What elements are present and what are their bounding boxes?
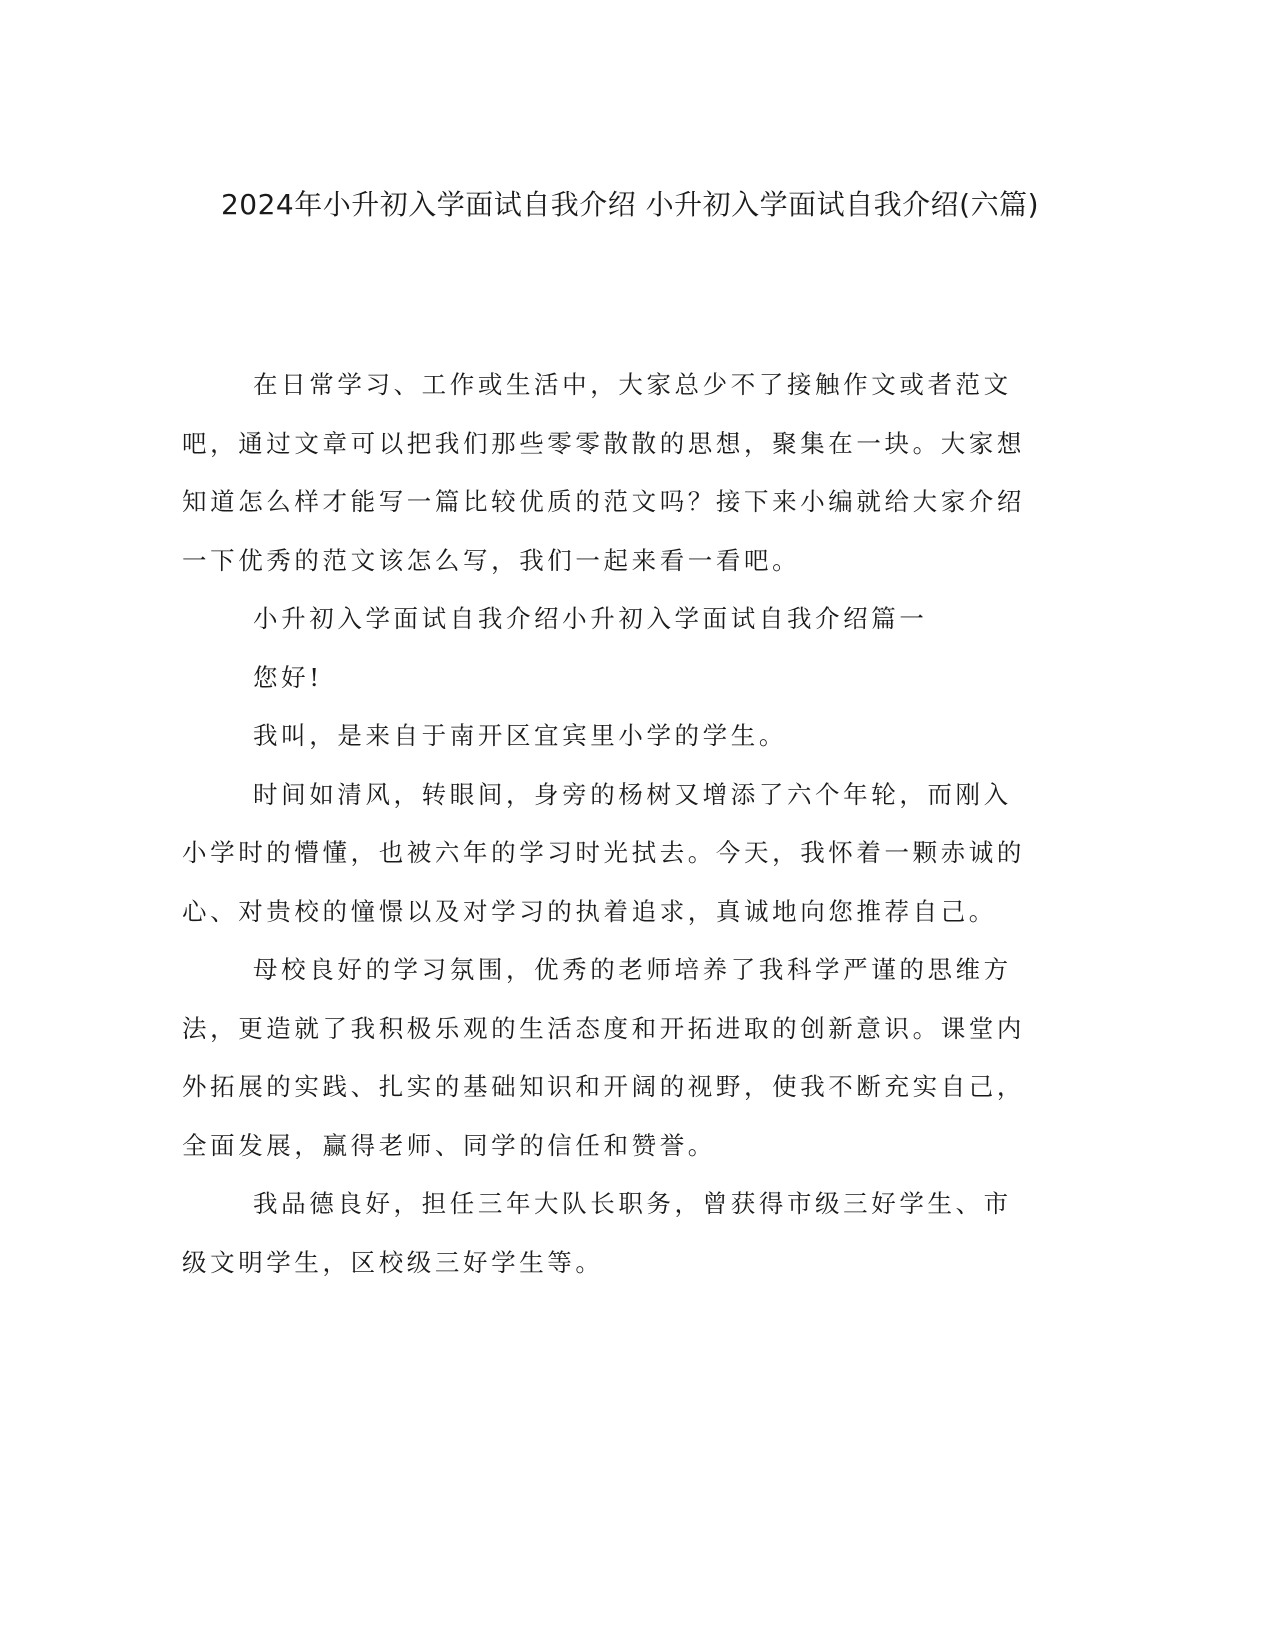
paragraph-intro: 在日常学习、工作或生活中，大家总少不了接触作文或者范文吧，通过文章可以把我们那些零零散散的思想，聚集在一块。大家想知道怎么样才能写一篇比较优质的范文吗？接下来小编就给大家介绍一下优秀的范文该怎么写，我们一起来看一看吧。 bbox=[182, 370, 1025, 575]
paragraph-greeting: 您好! bbox=[253, 662, 323, 692]
paragraph-name: 我叫，是来自于南开区宜宾里小学的学生。 bbox=[253, 721, 787, 750]
paragraph-section-heading: 小升初入学面试自我介绍小升初入学面试自我介绍篇一 bbox=[253, 604, 928, 633]
document-body bbox=[182, 356, 1027, 1292]
paragraph-time: 时间如清风，转眼间，身旁的杨树又增添了六个年轮，而刚入小学时的懵懂，也被六年的学习时光拭去。今天，我怀着一颗赤诚的心、对贵校的憧憬以及对学习的执着追求，真诚地向您推荐自己。 bbox=[182, 779, 1025, 926]
paragraph-school: 母校良好的学习氛围，优秀的老师培养了我科学严谨的思维方法，更造就了我积极乐观的生活态度和开拓进取的创新意识。课堂内外拓展的实践、扎实的基础知识和开阔的视野，使我不断充实自己，全面发展，赢得老师、同学的信任和赞誉。 bbox=[182, 955, 1025, 1160]
paragraph-honors: 我品德良好，担任三年大队长职务，曾获得市级三好学生、市级文明学生，区校级三好学生等。 bbox=[182, 1189, 1012, 1277]
document-title: 2024年小升初入学面试自我介绍 小升初入学面试自我介绍(六篇) bbox=[220, 188, 1039, 221]
